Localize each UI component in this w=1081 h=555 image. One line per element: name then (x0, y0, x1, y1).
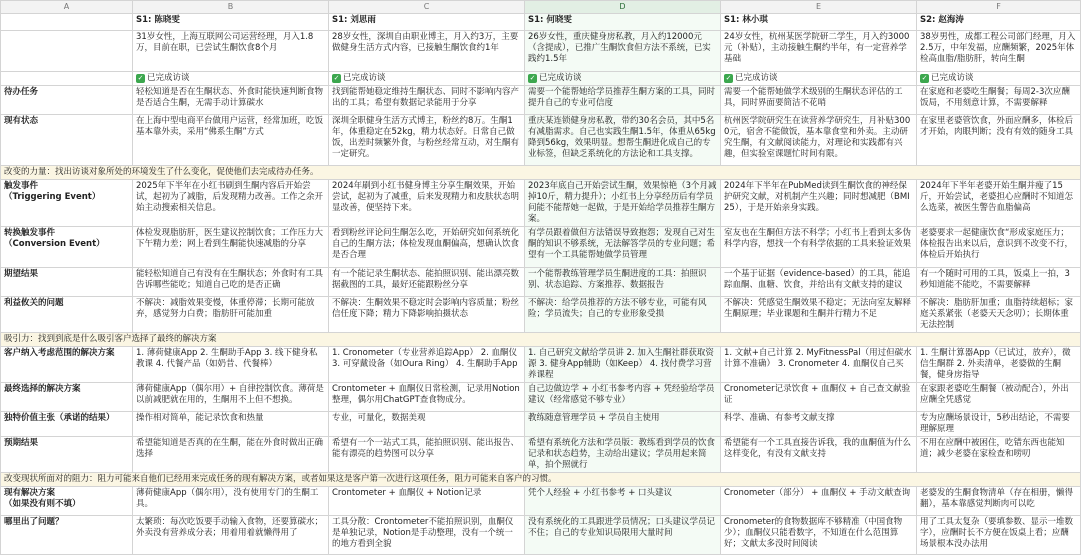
status-cell[interactable]: ✓ 已完成访谈 (525, 72, 721, 86)
data-cell[interactable]: 一个能帮教练管理学员生酮进度的工具：拍照识别、状态追踪、方案推荐、数据报告 (525, 268, 721, 297)
data-cell[interactable]: 在家里老婆管饮食，外面应酬多，体检后才开始，肉眼判断；没有有效的随身工具 (917, 115, 1081, 166)
data-cell[interactable]: 希望有系统化方法和学员版：教练看到学员的饮食记录和状态趋势，主动给出建议；学员用起来简单，拍个照就行 (525, 437, 721, 473)
section-attraction (1, 333, 1081, 347)
data-cell[interactable]: 科学、准确、有参考文献支撑 (721, 412, 917, 437)
row-label[interactable]: 转换触发事件 （Conversion Event） (1, 227, 133, 268)
row-label[interactable]: 期望结果 (1, 268, 133, 297)
profile-row (1, 31, 1081, 72)
data-cell[interactable]: 一个基于证据（evidence-based）的工具，能追踪血酮、血糖、饮食，并给出有文献支持的建议 (721, 268, 917, 297)
data-cell[interactable]: 需要一个能帮她做学术级别的生酮状态评估的工具，同时界面要简洁不花哨 (721, 86, 917, 115)
section-title[interactable]: 吸引力：找到到底是什么吸引客户选择了最终的解决方案 (1, 333, 1081, 347)
data-cell[interactable]: 不解决：凭感觉生酮效果不稳定；无法向室友解释生酮原理；毕业课题和生酮并行精力不足 (721, 297, 917, 333)
row-label[interactable] (1, 31, 133, 72)
checkmark-icon: ✓ (529, 74, 536, 82)
data-cell[interactable]: 找到能帮她稳定维持生酮状态、同时不影响内容产出的工具；希望有数据记录能用于分享 (329, 86, 525, 115)
data-cell[interactable]: 1. Cronometer（专业营养追踪App） 2. 血酮仪 3. 可穿戴设备（如Oura Ring） 4. 生酮助手App (329, 347, 525, 383)
status-cell[interactable]: ✓ 已完成访谈 (917, 72, 1081, 86)
row-label[interactable] (1, 14, 133, 31)
data-cell[interactable]: 希望有一个一站式工具，能拍照识别、能出报告、能有漂亮的趋势图可以分享 (329, 437, 525, 473)
data-cell[interactable]: 有学员跟着做但方法错误导致抱怨；发现自己对生酮的知识不够系统，无法解答学员的专业问题；希望有一个工具能帮她做学员管理 (525, 227, 721, 268)
data-cell[interactable]: 不解决：减脂效果变慢，体重停滞；长期可能放弃，感觉努力白费；脂肪肝可能加重 (133, 297, 329, 333)
subject-name[interactable]: S1: 陈晓雯 (133, 14, 329, 31)
checkmark-icon: ✓ (725, 74, 732, 82)
data-cell[interactable]: 1. 文献+自己计算 2. MyFitnessPal（用过但碳水计算不准确） 3. Cronometer 4. 血酮仪自己买 (721, 347, 917, 383)
column-header-f[interactable]: F (917, 1, 1081, 14)
data-cell[interactable]: 薄荷健康App（偶尔用），没有使用专门的生酮工具。 (133, 487, 329, 516)
section-forces (1, 166, 1081, 180)
data-row (1, 437, 1081, 473)
data-cell[interactable]: 没有系统化的工具跟进学员情况；口头建议学员记不住；自己的专业知识局限用大量时间 (525, 516, 721, 555)
data-cell[interactable]: 自己边做边学 + 小红书参考内容 + 凭经验给学员建议（经常感觉不够专业） (525, 383, 721, 412)
checkmark-icon: ✓ (921, 74, 928, 82)
data-row (1, 115, 1081, 166)
data-cell[interactable]: 1. 自己研究文献给学员讲 2. 加入生酮社群获取资源 3. 健身App辅助（如Keep） 4. 找付费学习营养课程 (525, 347, 721, 383)
row-label[interactable]: 哪里出了问题？ (1, 516, 133, 555)
column-header-e[interactable]: E (721, 1, 917, 14)
data-cell[interactable]: Crontometer + 血酮仪 + Notion记录 (329, 487, 525, 516)
data-cell[interactable]: 教练随意管理学员 + 学员自主使用 (525, 412, 721, 437)
status-row (1, 72, 1081, 86)
row-label[interactable]: 触发事件 （Triggering Event） (1, 180, 133, 227)
column-header-b[interactable]: B (133, 1, 329, 14)
profile-cell[interactable]: 28岁女性，深圳自由职业博主，月入约3万，主要做健身生活方式内容，已接触生酮饮食约1年 (329, 31, 525, 72)
data-cell[interactable]: 用了工具太复杂（要填参数、显示一堆数字），应酬时长不方便在饭桌上看；应酬场景根本没办法用 (917, 516, 1081, 555)
data-cell[interactable]: 老婆要求一起健康饮食“形成家庭压力；体检报告出来以后，意识到不改变不行，体检后开始执行 (917, 227, 1081, 268)
data-cell[interactable]: 1. 薄荷健康App 2. 生酮助手App 3. 线下健身私教课 4. 代餐产品（如奶昔、代餐棒） (133, 347, 329, 383)
data-row (1, 227, 1081, 268)
data-cell[interactable]: 有一个能记录生酮状态、能拍照识别、能出漂亮数据截图的工具，最好还能跟粉丝分享 (329, 268, 525, 297)
data-cell[interactable]: 操作相对简单，能记录饮食和热量 (133, 412, 329, 437)
profile-cell[interactable]: 26岁女性，重庆健身房私教，月入约12000元（含提成），已推广生酮饮食但方法不系统，已实践约1.5年 (525, 31, 721, 72)
data-cell[interactable]: 1. 生酮计算器App（已试过，放弃），微信生酮群 2. 外卖清单，老婆做的生酮餐，健身房指导 (917, 347, 1081, 383)
data-cell[interactable]: Cronometer记录饮食 + 血酮仪 + 自己查文献验证 (721, 383, 917, 412)
data-row (1, 297, 1081, 333)
data-cell[interactable]: 杭州医学院研究生在读营养学研究生，月补贴3000元，宿舍不能做饭，基本靠食堂和外卖。主动研究生酮，有文献阅读能力，对理论和实践都有兴趣，但实验室课题忙时间有限。 (721, 115, 917, 166)
data-row (1, 86, 1081, 115)
section-title[interactable]: 改变现状所面对的阻力：阻力可能来自他们已经用来完成任务的现有解决方案，或者如果这是客户第一次进行这项任务，阻力可能来自客户的习惯。 (1, 473, 1081, 487)
data-cell[interactable]: Crontometer + 血酮仪日常检测，记录用Notion整理，偶尔用ChatGPT查食物成分。 (329, 383, 525, 412)
data-cell[interactable]: 体检发现脂肪肝，医生建议控制饮食；工作压力大下午精力差；网上看到生酮能快速减脂的分享 (133, 227, 329, 268)
data-cell[interactable]: 轻松知道是否在生酮状态、外食时能快速判断食物是否适合生酮，无需手动计算碳水 (133, 86, 329, 115)
row-label[interactable]: 现有解决方案 （如果没有则不填） (1, 487, 133, 516)
data-cell[interactable]: 不解决：生酮效果不稳定时会影响内容质量；粉丝信任度下降；精力下降影响拍摄状态 (329, 297, 525, 333)
data-cell[interactable]: 在家庭和老婆吃生酮餐；每周2-3次应酬饭局，不用刻意计算，不需要解释 (917, 86, 1081, 115)
data-row (1, 516, 1081, 555)
data-row (1, 180, 1081, 227)
column-header-c[interactable]: C (329, 1, 525, 14)
row-label[interactable]: 待办任务 (1, 86, 133, 115)
data-cell[interactable]: 在上海中型电商平台做用户运营，经常加班，吃饭基本靠外卖，采用“佛系生酮”方式 (133, 115, 329, 166)
checkmark-icon: ✓ (137, 74, 144, 82)
column-header-row (1, 1, 1081, 14)
data-cell[interactable]: 2023年底自己开始尝试生酮，效果惊艳（3个月减掉10斤，精力提升）；小红书上分享经历后有学员问能不能帮她一起做，于是开始给学员推荐生酮方案。 (525, 180, 721, 227)
data-cell[interactable]: 有一个随时可用的工具，饭桌上一拍，3秒知道能不能吃，不需要解释 (917, 268, 1081, 297)
data-row (1, 383, 1081, 412)
profile-cell[interactable]: 31岁女性，上海互联网公司运营经理，月入1.8万，目前在职，已尝试生酮饮食8个月 (133, 31, 329, 72)
data-cell[interactable]: 工具分散：Crontometer不能拍照识别，血酮仪是单独记录，Notion是手动整理，没有一个统一的地方看到全貌 (329, 516, 525, 555)
subject-name[interactable]: S1: 林小琪 (721, 14, 917, 31)
data-cell[interactable]: Cronometer（部分） + 血酮仪 + 手动文献查询 (721, 487, 917, 516)
data-cell[interactable]: 薄荷健康App（偶尔用）+ 自律控制饮食。薄荷是以前减肥就在用的，生酮用不上但不想换。 (133, 383, 329, 412)
column-header-d[interactable]: D (525, 1, 721, 14)
column-header-a[interactable]: A (1, 1, 133, 14)
row-label[interactable]: 利益攸关的问题 (1, 297, 133, 333)
row-label[interactable]: 最终选择的解决方案 (1, 383, 133, 412)
data-cell[interactable]: 在家跟老婆吃生酮餐（被动配合），外出应酬全凭感觉 (917, 383, 1081, 412)
data-cell[interactable]: 太繁琐：每次吃饭要手动输入食物，还要算碳水；外卖没有营养成分表；用着用着就懒得用了 (133, 516, 329, 555)
data-cell[interactable]: 能轻松知道自己有没有在生酮状态；外食时有工具告诉哪些能吃；知道自己吃的是否正确 (133, 268, 329, 297)
section-title[interactable]: 改变的力量：找出访谈对象所处的环境发生了什么变化，促使他们去完成待办任务。 (1, 166, 1081, 180)
subject-name[interactable]: S1: 刘思雨 (329, 14, 525, 31)
profile-cell[interactable]: 38岁男性，成都工程公司部门经理，月入2.5万，中年发福，应酬频繁，2025年体检高血脂/脂肪肝，转向生酮 (917, 31, 1081, 72)
data-cell[interactable]: 需要一个能帮她给学员推荐生酮方案的工具，同时提升自己的专业可信度 (525, 86, 721, 115)
status-cell[interactable]: ✓ 已完成访谈 (329, 72, 525, 86)
row-label[interactable]: 预期结果 (1, 437, 133, 473)
row-label[interactable] (1, 72, 133, 86)
data-row (1, 347, 1081, 383)
data-cell[interactable]: 专业，可量化，数据美观 (329, 412, 525, 437)
section-resistance (1, 473, 1081, 487)
data-cell[interactable]: 不用在应酬中被困住，吃错东西也能知道；减少老婆在家检查和唠叨 (917, 437, 1081, 473)
row-label[interactable]: 独特价值主张（承诺的结果） (1, 412, 133, 437)
data-cell[interactable]: 不解决：给学员推荐的方法不够专业，可能有风险；学员流失；自己的专业形象受损 (525, 297, 721, 333)
data-cell[interactable]: 2025年下半年在小红书刷到生酮内容后开始尝试，起初为了减脂，后发现精力改善。工作之余开始主动搜索相关信息。 (133, 180, 329, 227)
subject-header-row (1, 14, 1081, 31)
status-cell[interactable]: ✓ 已完成访谈 (721, 72, 917, 86)
data-cell[interactable]: 老婆发的生酮食物清单（存在相册，懒得翻），基本靠感觉判断肉可以吃 (917, 487, 1081, 516)
data-cell[interactable]: 重庆某连锁健身房私教，带约30名会员，其中5名有减脂需求。自己也实践生酮1.5年，体重从65kg降到56kg，效果明显。想帮生酮进化成自己的专业标签，但缺乏系统化的方法论和工具支撑。 (525, 115, 721, 166)
data-cell[interactable]: 希望能知道是否真的在生酮，能在外食时做出正确选择 (133, 437, 329, 473)
data-cell[interactable]: 2024年下半年在PubMed读到生酮饮食的神经保护研究文献，对机制产生兴趣；同时想减肥（BMI 25），于是开始亲身实践。 (721, 180, 917, 227)
data-cell[interactable]: 看到粉丝评论问生酮怎么吃，开始研究如何系统化自己的生酮方法；体检发现血酮偏高，想确认饮食是否合理 (329, 227, 525, 268)
subject-name[interactable]: S2: 赵海涛 (917, 14, 1081, 31)
data-cell[interactable]: 2024年刷到小红书健身博主分享生酮效果，开始尝试，起初为了减重，后来发现精力和皮肤状态明显改善，便坚持下来。 (329, 180, 525, 227)
data-row (1, 412, 1081, 437)
data-cell[interactable]: Cronometer的食物数据库不够精准（中国食物少）；血酮仪只能看数字，不知道在什么范围算好；文献太多没时间阅读 (721, 516, 917, 555)
row-label[interactable]: 客户纳入考虑范围的解决方案 (1, 347, 133, 383)
data-cell[interactable]: 专为应酬场景设计，5秒出结论，不需要理解原理 (917, 412, 1081, 437)
data-cell[interactable]: 深圳全职健身生活方式博主，粉丝约8万。生酮1年，体重稳定在52kg，精力状态好。日常自己做饭，出差时频繁外食，与粉丝经常互动，对生酮有一定研究。 (329, 115, 525, 166)
data-cell[interactable]: 希望能有一个工具直接告诉我，我的血酮值为什么这样变化，有没有文献支持 (721, 437, 917, 473)
checkmark-icon: ✓ (333, 74, 340, 82)
data-cell[interactable]: 2024年下半年老婆开始生酮并瘦了15斤，开始尝试，老婆担心应酬时不知道怎么选菜，被医生警告血脂偏高 (917, 180, 1081, 227)
data-cell[interactable]: 凭个人经验 + 小红书参考 + 口头建议 (525, 487, 721, 516)
status-cell[interactable]: ✓ 已完成访谈 (133, 72, 329, 86)
data-cell[interactable]: 室友也在生酮但方法不科学；小红书上看到太多伪科学内容，想找一个有科学依据的工具来验证效果 (721, 227, 917, 268)
profile-cell[interactable]: 24岁女性，杭州某医学院研二学生，月入约3000元（补贴），主动接触生酮约半年，有一定营养学基础 (721, 31, 917, 72)
data-row (1, 487, 1081, 516)
data-cell[interactable]: 不解决：脂肪肝加重；血脂持续超标；家庭关系紧张（老婆天天念叨）；长期体重无法控制 (917, 297, 1081, 333)
row-label[interactable]: 现有状态 (1, 115, 133, 166)
subject-name[interactable]: S1: 何晓雯 (525, 14, 721, 31)
data-row (1, 268, 1081, 297)
